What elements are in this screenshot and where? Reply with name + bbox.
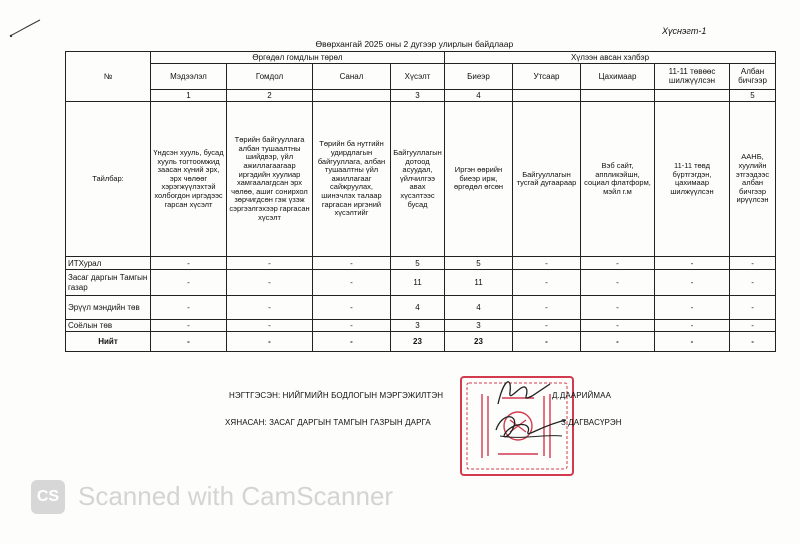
table-cell: - <box>581 270 655 296</box>
column-number: 2 <box>227 89 313 101</box>
header-no: № <box>66 51 151 101</box>
row-name: Засаг даргын Тамгын газар <box>66 270 151 296</box>
column-number <box>313 89 391 101</box>
total-cell: - <box>655 332 730 352</box>
table-cell: 3 <box>391 320 445 332</box>
table-cell: - <box>655 296 730 320</box>
total-cell: - <box>513 332 581 352</box>
table-cell: - <box>313 270 391 296</box>
column-header: 11-11 төвөөс шилжүүлсэн <box>655 63 730 89</box>
signature <box>492 410 568 444</box>
camscanner-watermark: Scanned with CamScanner <box>78 481 394 511</box>
table-cell: - <box>513 257 581 270</box>
table-cell: 3 <box>445 320 513 332</box>
table-cell: - <box>513 296 581 320</box>
table-cell: - <box>513 270 581 296</box>
column-header: Санал <box>313 63 391 89</box>
table-cell: - <box>227 257 313 270</box>
table-title: Өвөрхангай 2025 оны 2 дугээр улирлын байдлаар <box>315 39 514 49</box>
table-cell: - <box>227 296 313 320</box>
table-cell: - <box>581 296 655 320</box>
prepared-by-label: НЭГТГЭСЭН: НИЙГМИЙН БОДЛОГЫН МЭРГЭЖИЛТЭН <box>229 391 444 400</box>
table-cell: - <box>227 320 313 332</box>
row-name: Соёлын төв <box>66 320 151 332</box>
row-name: ИТХурал <box>66 257 151 270</box>
column-number: 4 <box>445 89 513 101</box>
table-cell: - <box>227 270 313 296</box>
description-cell: Төрийн ба нутгийн удирдлагын байгууллага, албан тушаалтны үйл ажиллагааг сайжруулах, шинэчлэх талаар гаргасан иргэний хүсэлтийг <box>313 102 391 257</box>
description-cell: ААНБ, хуулийн этгээдээс албан бичгээр ирүүлсэн <box>730 102 776 257</box>
prepared-by-name: Д.ДААРИЙМАА <box>552 391 612 400</box>
table-cell: - <box>730 296 776 320</box>
column-header: Цахимаар <box>581 63 655 89</box>
table-cell: - <box>151 270 227 296</box>
description-cell: Вэб сайт, аппликэйшн, социал флатформ, мэйл г.м <box>581 102 655 257</box>
description-cell: Төрийн байгууллага албан тушаалтны шийдвэр, үйл ажиллагаагаар иргэдийн хуулиар хамгаалагдсан эрх чөлөө, ашиг сонирхол зөрчигдсөн гэж үзэж сэргээлгэхээр гаргасан хүсэлт <box>227 102 313 257</box>
table-cell: - <box>730 320 776 332</box>
table-row <box>66 270 776 296</box>
pen-mark <box>8 18 42 40</box>
table-cell: 5 <box>391 257 445 270</box>
total-cell: - <box>730 332 776 352</box>
table-cell: - <box>655 320 730 332</box>
checked-by-name: З.ДАГВАСҮРЭН <box>561 418 622 427</box>
column-number: 3 <box>391 89 445 101</box>
column-header: Гомдол <box>227 63 313 89</box>
table-cell: - <box>730 257 776 270</box>
total-cell: - <box>313 332 391 352</box>
report-table <box>65 39 776 352</box>
column-number <box>655 89 730 101</box>
table-cell: - <box>313 320 391 332</box>
annex-label: Хүснэгт-1 <box>662 26 707 36</box>
header-group-received: Өргөдөл гомдлын төрөл <box>151 51 445 63</box>
table-cell: - <box>151 320 227 332</box>
camscanner-logo: CS <box>31 480 65 514</box>
column-number <box>581 89 655 101</box>
table-cell: 5 <box>445 257 513 270</box>
description-cell: Үндсэн хууль, бусад хууль тогтоомжид заасан хүний эрх, эрх чөлөөг хэрэгжүүлэхтэй холбогдон иргэдээс гарсан хүсэлт <box>151 102 227 257</box>
column-header: Хүсэлт <box>391 63 445 89</box>
table-cell: - <box>581 320 655 332</box>
signature <box>492 374 556 410</box>
table-cell: - <box>151 296 227 320</box>
column-header: Утсаар <box>513 63 581 89</box>
table-cell: - <box>151 257 227 270</box>
total-cell: 23 <box>445 332 513 352</box>
column-number: 1 <box>151 89 227 101</box>
total-label: Нийт <box>66 332 151 352</box>
table-cell: - <box>730 270 776 296</box>
table-cell: - <box>655 270 730 296</box>
table-cell: - <box>313 257 391 270</box>
table-cell: - <box>513 320 581 332</box>
total-cell: - <box>581 332 655 352</box>
column-header: Албан бичгээр <box>730 63 776 89</box>
table-cell: - <box>655 257 730 270</box>
description-cell: Иргэн өөрийн биеэр ирж, өргөдөл өгсөн <box>445 102 513 257</box>
column-header: Мэдээлэл <box>151 63 227 89</box>
row-name: Эрүүл мэндийн төв <box>66 296 151 320</box>
total-cell: - <box>227 332 313 352</box>
table-cell: 4 <box>445 296 513 320</box>
total-cell: - <box>151 332 227 352</box>
description-cell: Байгууллагын тусгай дугаараар <box>513 102 581 257</box>
table-cell: - <box>313 296 391 320</box>
description-cell: Байгууллагын дотоод асуудал, үйлчилгээ авах хүсэлтээс бусад <box>391 102 445 257</box>
column-number <box>513 89 581 101</box>
table-cell: 11 <box>445 270 513 296</box>
checked-by-label: ХЯНАСАН: ЗАСАГ ДАРГЫН ТАМГЫН ГАЗРЫН ДАРГА <box>225 418 431 427</box>
column-header: Биеэр <box>445 63 513 89</box>
table-cell: 11 <box>391 270 445 296</box>
table-row <box>66 257 776 270</box>
description-label: Тайлбар: <box>66 102 151 257</box>
header-group-channel: Хүлээн авсан хэлбэр <box>445 51 776 63</box>
column-number: 5 <box>730 89 776 101</box>
table-row <box>66 320 776 332</box>
table-cell: 4 <box>391 296 445 320</box>
description-cell: 11-11 төвд бүртгэгдэн, цахимаар шилжүүлсэн <box>655 102 730 257</box>
table-row <box>66 296 776 320</box>
total-row <box>66 332 776 352</box>
total-cell: 23 <box>391 332 445 352</box>
table-cell: - <box>581 257 655 270</box>
